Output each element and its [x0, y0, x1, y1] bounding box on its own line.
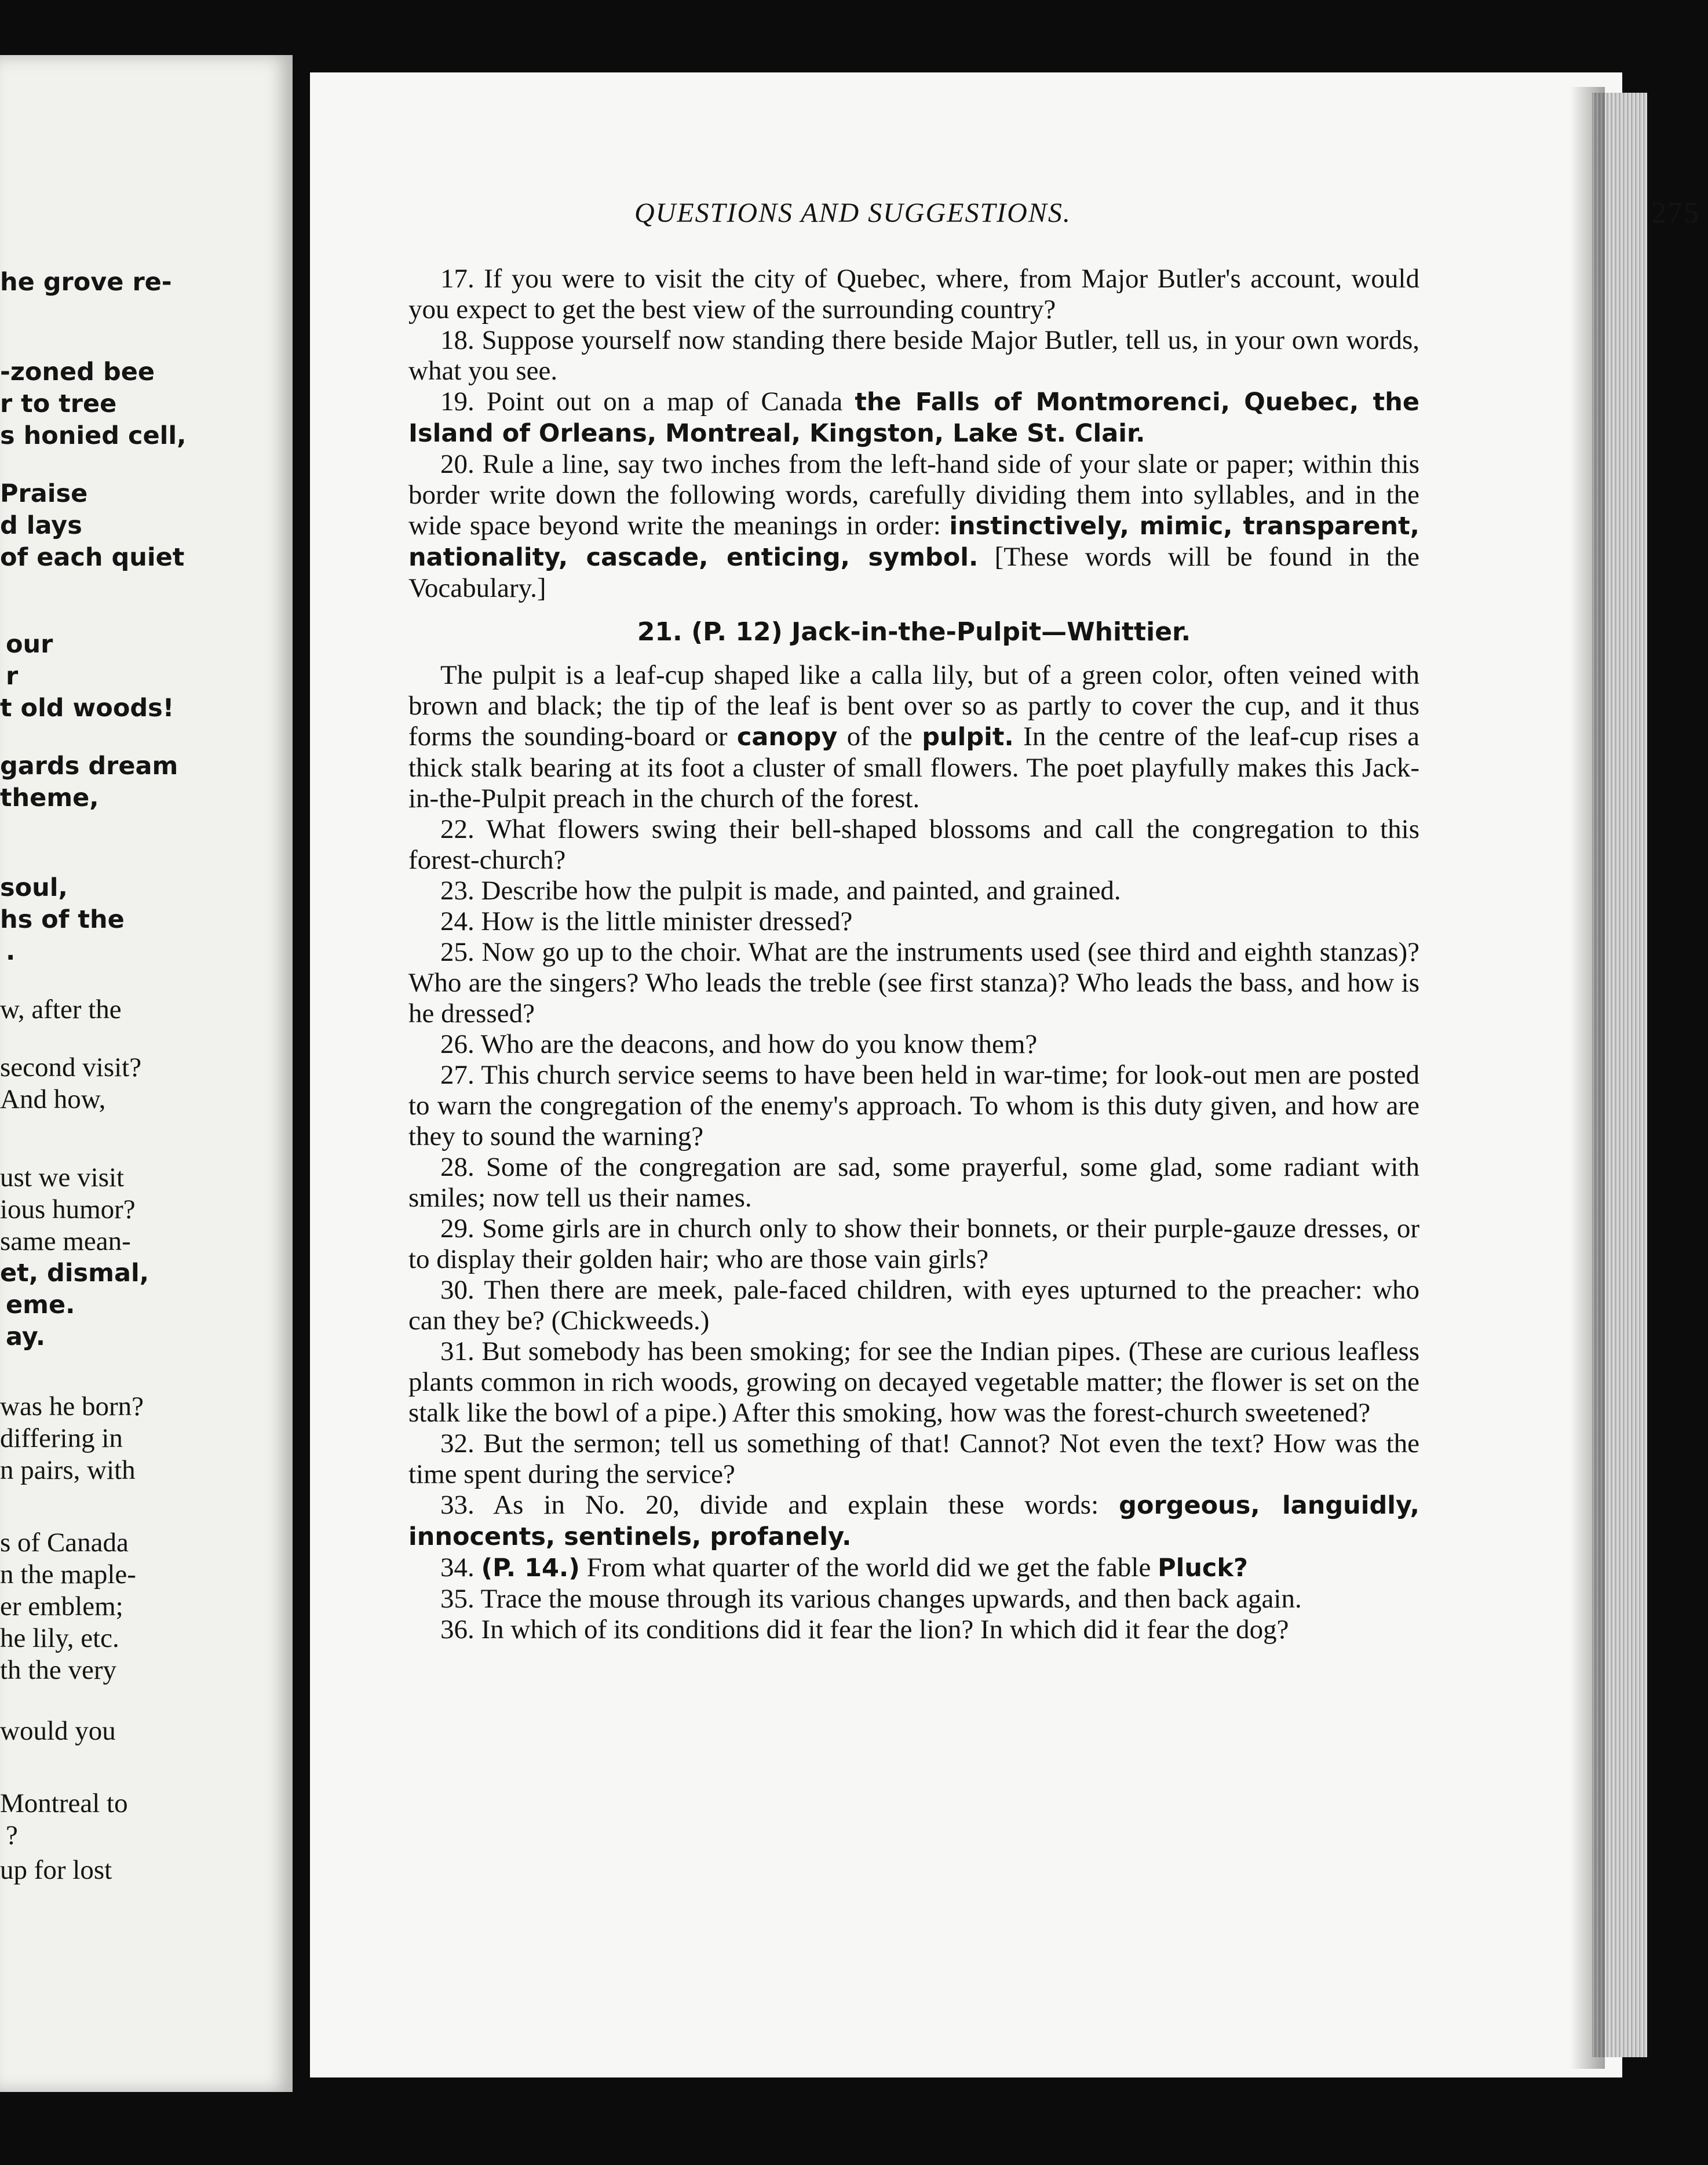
- intro-part-3: In the centre of the leaf-cup rises a thick stalk bearing at its foot a cluster of small flowers. The poet playfully makes this Jack-in-the-Pulpit preach in the church of the forest.: [408, 721, 1419, 814]
- question-22: 22. What flowers swing their bell-shaped blossoms and call the congregation to this forest-church?: [408, 814, 1419, 875]
- intro-part-1: The pulpit is a leaf-cup shaped like a calla lily, but of a green color, often veined with brown and black; the tip of the leaf is bent over so as partly to cover the cup, and it thus forms the sounding-board or: [408, 660, 1419, 752]
- left-page-line: he lily, etc.: [0, 1623, 119, 1653]
- left-page-line: th the very: [0, 1655, 116, 1685]
- left-page-line: our: [6, 630, 53, 659]
- q34-number: 34.: [440, 1552, 481, 1583]
- intro-canopy: canopy: [736, 723, 838, 752]
- question-27: 27. This church service seems to have been held in war-time; for look-out men are posted to warn the congregation of the enemy's approach. To whom is this duty given, and how are they to sound the warning?: [408, 1060, 1419, 1151]
- running-header: [634, 196, 1700, 229]
- left-page-line: theme,: [0, 783, 99, 812]
- left-page-line: ?: [6, 1820, 18, 1850]
- q34-text: From what quarter of the world did we get the fable: [579, 1552, 1158, 1583]
- left-page-line: et, dismal,: [0, 1259, 149, 1288]
- left-page-line: s of Canada: [0, 1528, 129, 1558]
- q20-note: [These words will be found in the Vocabulary.]: [408, 542, 1419, 603]
- question-32: 32. But the sermon; tell us something of that! Cannot? Not even the text? How was the time spent during the service?: [408, 1428, 1419, 1489]
- question-29: 29. Some girls are in church only to show their bonnets, or their purple-gauze dresses, or to display their golden hair; who are those vain girls?: [408, 1213, 1419, 1274]
- question-19: [408, 387, 1419, 449]
- section-heading-21: 21. (P. 12) Jack-in-the-Pulpit—Whittier.: [637, 617, 1191, 647]
- page-body: [408, 264, 1419, 1645]
- left-page-line: t old woods!: [0, 694, 174, 723]
- q20-text: 20. Rule a line, say two inches from the left-hand side of your slate or paper; within this border write down the following words, carefully dividing them into syllables, and in the wide space beyond write the meanings in order:: [408, 449, 1419, 541]
- left-page-line: of each quiet: [0, 543, 185, 572]
- page-number: 275: [1651, 196, 1700, 229]
- intro-part-2: of the: [837, 721, 922, 752]
- left-page-line: second visit?: [0, 1052, 142, 1082]
- question-25: 25. Now go up to the choir. What are the instruments used (see third and eighth stanzas)? Who are the singers? Who leads the treble (see first stanza)? Who leads the bass, and how is he dressed?: [408, 937, 1419, 1029]
- question-26: 26. Who are the deacons, and how do you know them?: [440, 1029, 1038, 1059]
- left-page-line: differing in: [0, 1423, 123, 1453]
- q19-text: 19. Point out on a map of Canada: [440, 387, 855, 417]
- left-page-line: ust we visit: [0, 1162, 125, 1193]
- question-35: 35. Trace the mouse through its various changes upwards, and then back again.: [440, 1584, 1302, 1614]
- question-31: 31. But somebody has been smoking; for see the Indian pipes. (These are curious leafless plants common in rich woods, growing on decayed vegetable matter; the flower is set on the stalk like the bowl of a pipe.) After this smoking, how was the forest-church sweetened?: [408, 1336, 1419, 1428]
- question-30: 30. Then there are meek, pale-faced children, with eyes upturned to the preacher: who can they be? (Chickweeds.): [408, 1275, 1419, 1336]
- q19-places: the Falls of Montmorenci, Quebec, the Island of Orleans, Montreal, Kingston, Lake St. Clair.: [408, 388, 1419, 448]
- left-page-line: r to tree: [0, 389, 117, 418]
- left-page-line: And how,: [0, 1084, 106, 1114]
- q34-fable: Pluck?: [1158, 1554, 1248, 1583]
- question-28: 28. Some of the congregation are sad, some prayerful, some glad, some radiant with smiles; now tell us their names.: [408, 1152, 1419, 1213]
- left-page-line: gards dream: [0, 752, 178, 781]
- left-page-line: Montreal to: [0, 1788, 128, 1818]
- question-17: 17. If you were to visit the city of Quebec, where, from Major Butler's account, would you expect to get the best view of the surrounding country?: [408, 264, 1419, 325]
- left-page-line: eme.: [6, 1291, 75, 1320]
- left-page-line: soul,: [0, 873, 68, 902]
- left-page-line: d lays: [0, 511, 82, 540]
- q20-words: instinctively, mimic, transparent, nationality, cascade, enticing, symbol.: [408, 512, 1419, 572]
- q33-words: gorgeous, languidly, innocents, sentinels, profanely.: [408, 1491, 1420, 1551]
- left-page-line: would you: [0, 1716, 116, 1746]
- left-page-line: ay.: [6, 1322, 46, 1351]
- left-page-line: ious humor?: [0, 1194, 136, 1224]
- left-page-line: r: [6, 662, 19, 691]
- question-24: 24. How is the little minister dressed?: [440, 906, 853, 936]
- left-page-line: he grove re-: [0, 268, 172, 297]
- left-page-line: n the maple-: [0, 1559, 136, 1590]
- left-page-line: s honied cell,: [0, 421, 187, 450]
- left-page-line: same mean-: [0, 1226, 131, 1256]
- q34-page-ref: (P. 14.): [481, 1554, 580, 1583]
- left-page-line: hs of the: [0, 905, 125, 934]
- header-title: QUESTIONS AND SUGGESTIONS.: [634, 198, 1071, 228]
- question-18: 18. Suppose yourself now standing there beside Major Butler, tell us, in your own words, what you see.: [408, 325, 1419, 386]
- left-page-line: n pairs, with: [0, 1455, 136, 1485]
- q33-text: 33. As in No. 20, divide and explain these words:: [440, 1490, 1119, 1520]
- left-page-line: w, after the: [0, 994, 122, 1025]
- left-page-line: .: [6, 937, 16, 966]
- question-33: [408, 1490, 1419, 1552]
- intro-pulpit: pulpit.: [922, 723, 1014, 752]
- left-page-line: Praise: [0, 479, 88, 508]
- question-23: 23. Describe how the pulpit is made, and painted, and grained.: [440, 876, 1121, 906]
- page-shadow: [1570, 87, 1605, 2069]
- left-page-line: er emblem;: [0, 1591, 123, 1621]
- question-36: 36. In which of its conditions did it fear the lion? In which did it fear the dog?: [440, 1614, 1289, 1645]
- left-page-line: -zoned bee: [0, 358, 155, 387]
- intro-paragraph: [408, 660, 1419, 814]
- left-page-fragment: [0, 55, 293, 2092]
- question-20: [408, 449, 1419, 604]
- left-page-line: up for lost: [0, 1855, 112, 1885]
- question-34: [408, 1552, 1419, 1584]
- left-page-line: was he born?: [0, 1391, 144, 1422]
